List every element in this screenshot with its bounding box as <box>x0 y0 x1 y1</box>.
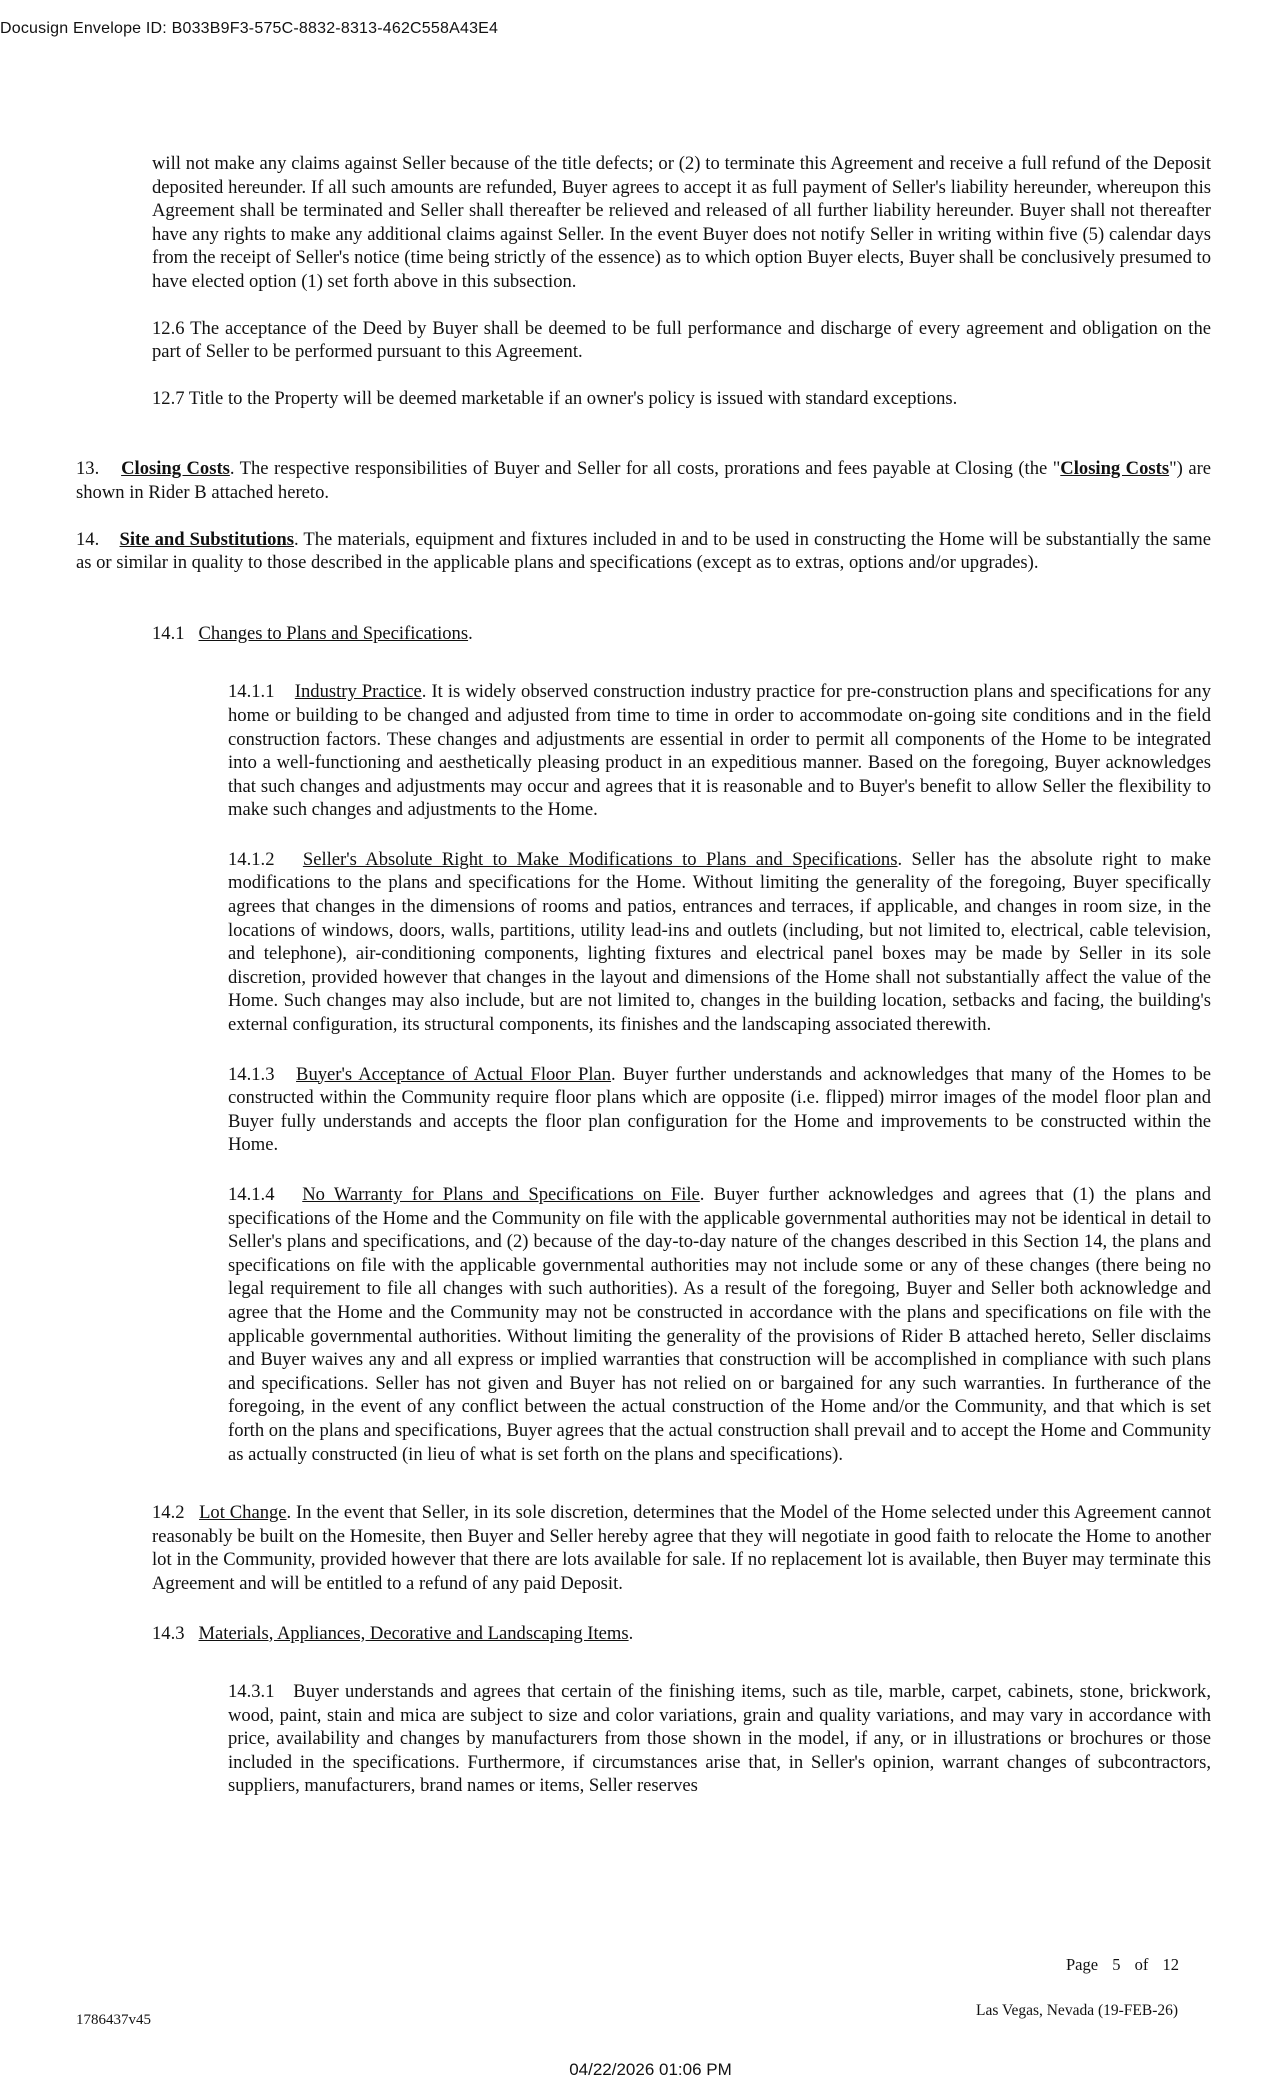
envelope-id-header: Docusign Envelope ID: B033B9F3-575C-8832-8313-462C558A43E4 <box>0 20 499 37</box>
page-label: Page <box>1066 1955 1099 1974</box>
document-body <box>76 152 1211 1798</box>
paragraph-12-6: 12.6 The acceptance of the Deed by Buyer shall be deemed to be full performance and discharge of every agreement and obligation on the part of Seller to be performed pursuant to this Agreement. <box>152 317 1211 363</box>
subsection-14-3 <box>152 1622 1211 1646</box>
signature-timestamp: 04/22/2026 01:06 PM <box>569 2060 732 2079</box>
section-text: . Buyer further understands and acknowledges that many of the Homes to be constructed within the Community require floor plans which are opposite (i.e. flipped) mirror images of the model floor plan and Buyer fully understands and accepts the floor plan configuration for the Home and improvements to be constructed within the Home. <box>228 1063 1211 1156</box>
subsection-14-2 <box>152 1501 1211 1595</box>
section-14 <box>76 528 1211 575</box>
page-of: of <box>1134 1955 1149 1974</box>
section-heading: Site and Substitutions <box>119 528 295 550</box>
section-number: 14.2 <box>152 1502 185 1524</box>
section-text: . Seller has the absolute right to make modifications to the plans and specifications for the Home. Without limiting the generality of the foregoing, Buyer specifically agrees that changes in the dimensions of rooms and patios, entrances and terraces, if applicable, and changes in room size, in the locations of windows, doors, walls, partitions, utility lead-ins and outlets (including, but not limited to, electrical, cable television, and telephone), air-conditioning components, lighting fixtures and electrical panel boxes may be made by Seller in its sole discretion, provided however that changes in the layout and dimensions of the Home shall not substantially affect the value of the Home. Such changes may also include, but are not limited to, changes in the building location, setbacks and facing, the building's external configuration, its structural components, its finishes and the landscaping associated therewith. <box>228 848 1211 1036</box>
section-heading: Closing Costs <box>121 458 230 480</box>
section-number: 14.1 <box>152 622 185 644</box>
section-heading: Lot Change <box>199 1502 287 1524</box>
section-text: . The respective responsibilities of Buyer and Seller for all costs, prorations and fees payable at Closing (the " <box>229 458 1061 480</box>
document-code: 1786437v45 <box>76 2012 151 2028</box>
section-heading: Industry Practice <box>294 681 422 703</box>
section-text: . The materials, equipment and fixtures included in and to be used in constructing the Home will be substantially the same as or similar in quality to those described in the applicable plans and specifications (except as to extras, options and/or upgrades). <box>76 528 1211 574</box>
subsection-14-1-1 <box>228 680 1211 822</box>
subsection-14-3-1 <box>228 1680 1211 1798</box>
section-number: 14.1.1 <box>228 681 275 703</box>
defined-term: Closing Costs <box>1060 458 1170 480</box>
subsection-14-1 <box>152 622 1211 646</box>
location-date: Las Vegas, Nevada (19-FEB-26) <box>976 2002 1179 2019</box>
section-number: 14.3.1 <box>228 1681 275 1703</box>
section-number: 14. <box>76 528 100 550</box>
section-number: 14.1.4 <box>228 1184 275 1205</box>
heading-period: . <box>628 1622 634 1644</box>
section-text: Buyer understands and agrees that certain of the finishing items, such as tile, marble, carpet, cabinets, stone, brickwork, wood, paint, stain and mica are subject to size and color variations, grain and quality variations, and may vary in accordance with price, availability and changes by manufacturers from those shown in the model, if any, or in illustrations or brochures or those included in the specifications. Furthermore, if circumstances arise that, in Seller's opinion, warrant changes of subcontractors, suppliers, manufacturers, brand names or items, Seller reserves <box>228 1681 1211 1797</box>
subsection-14-1-2 <box>228 848 1211 1037</box>
section-number: 14.1.3 <box>228 1063 275 1085</box>
subsection-14-1-3 <box>228 1063 1211 1157</box>
heading-period: . <box>468 622 473 644</box>
section-text: . Buyer further acknowledges and agrees that (1) the plans and specifications of the Home and the Community on file with the applicable governmental authorities may not be identical in detail to Seller's plans and specifications, and (2) because of the day-to-day nature of the changes described in this Section 14, the plans and specifications on file with the applicable governmental authorities may not include some or any of these changes (there being no legal requirement to file all changes with such authorities). As a result of the foregoing, Buyer and Seller both acknowledge and agree that the Home and the Community may not be constructed in accordance with the plans and specifications on file with the applicable governmental authorities. Without limiting the generality of the provisions of Rider B attached hereto, Seller disclaims and Buyer waives any and all express or implied warranties that construction will be accomplished in compliance with such plans and specifications. Seller has not given and Buyer has not relied on or bargained for any such warranties. In furtherance of the foregoing, in the event of any conflict between the actual construction of the Home and/or the Community, and that which is set forth on the plans and specifications, Buyer agrees that the actual construction shall prevail and to accept the Home and Community as actually constructed (in lieu of what is set forth on the plans and specifications). <box>228 1184 1211 1465</box>
section-heading: Changes to Plans and Specifications <box>198 622 469 644</box>
paragraph-12-7: 12.7 Title to the Property will be deemed marketable if an owner's policy is issued with standard exceptions. <box>152 387 958 409</box>
page-number <box>1066 1955 1179 1975</box>
section-text: ") are shown in Rider B attached hereto. <box>76 458 1212 503</box>
section-text: . It is widely observed construction industry practice for pre-construction plans and specifications for any home or building to be changed and adjusted from time to time in order to accommodate on-going site conditions and in the field construction factors. These changes and adjustments are essential in order to permit all components of the Home to be integrated into a well-functioning and aesthetically pleasing product in an expeditious manner. Based on the foregoing, Buyer acknowledges that such changes and adjustments may occur and agrees that it is reasonable and to Buyer's benefit to allow Seller the flexibility to make such changes and adjustments to the Home. <box>228 681 1212 821</box>
section-heading: Materials, Appliances, Decorative and Landscaping Items <box>198 1622 629 1644</box>
paragraph-12-5-continued: will not make any claims against Seller because of the title defects; or (2) to terminate this Agreement and receive a full refund of the Deposit deposited hereunder. If all such amounts are refunded, Buyer agrees to accept it as full payment of Seller's liability hereunder, whereupon this Agreement shall be terminated and Seller shall thereafter be relieved and released of all further liability hereunder. Buyer shall not thereafter have any rights to make any additional claims against Seller. In the event Buyer does not notify Seller in writing within five (5) calendar days from the receipt of Seller's notice (time being strictly of the essence) as to which option Buyer elects, Buyer shall be conclusively presumed to have elected option (1) set forth above in this subsection. <box>152 153 1211 292</box>
subsection-14-1-4 <box>228 1183 1211 1466</box>
section-heading: Seller's Absolute Right to Make Modifications to Plans and Specifications <box>302 848 898 870</box>
page-total: 12 <box>1162 1955 1179 1974</box>
section-heading: No Warranty for Plans and Specifications on File <box>302 1184 700 1205</box>
section-13 <box>76 457 1211 504</box>
section-number: 13. <box>76 458 100 480</box>
section-text: . In the event that Seller, in its sole discretion, determines that the Model of the Home selected under this Agreement cannot reasonably be built on the Homesite, then Buyer and Seller hereby agree that they will negotiate in good faith to relocate the Home to another lot in the Community, provided however that there are lots available for sale. If no replacement lot is available, then Buyer may terminate this Agreement and will be entitled to a refund of any paid Deposit. <box>152 1502 1211 1594</box>
page-current: 5 <box>1112 1955 1121 1974</box>
section-number: 14.3 <box>152 1622 185 1644</box>
section-number: 14.1.2 <box>228 848 275 870</box>
section-heading: Buyer's Acceptance of Actual Floor Plan <box>296 1063 612 1085</box>
